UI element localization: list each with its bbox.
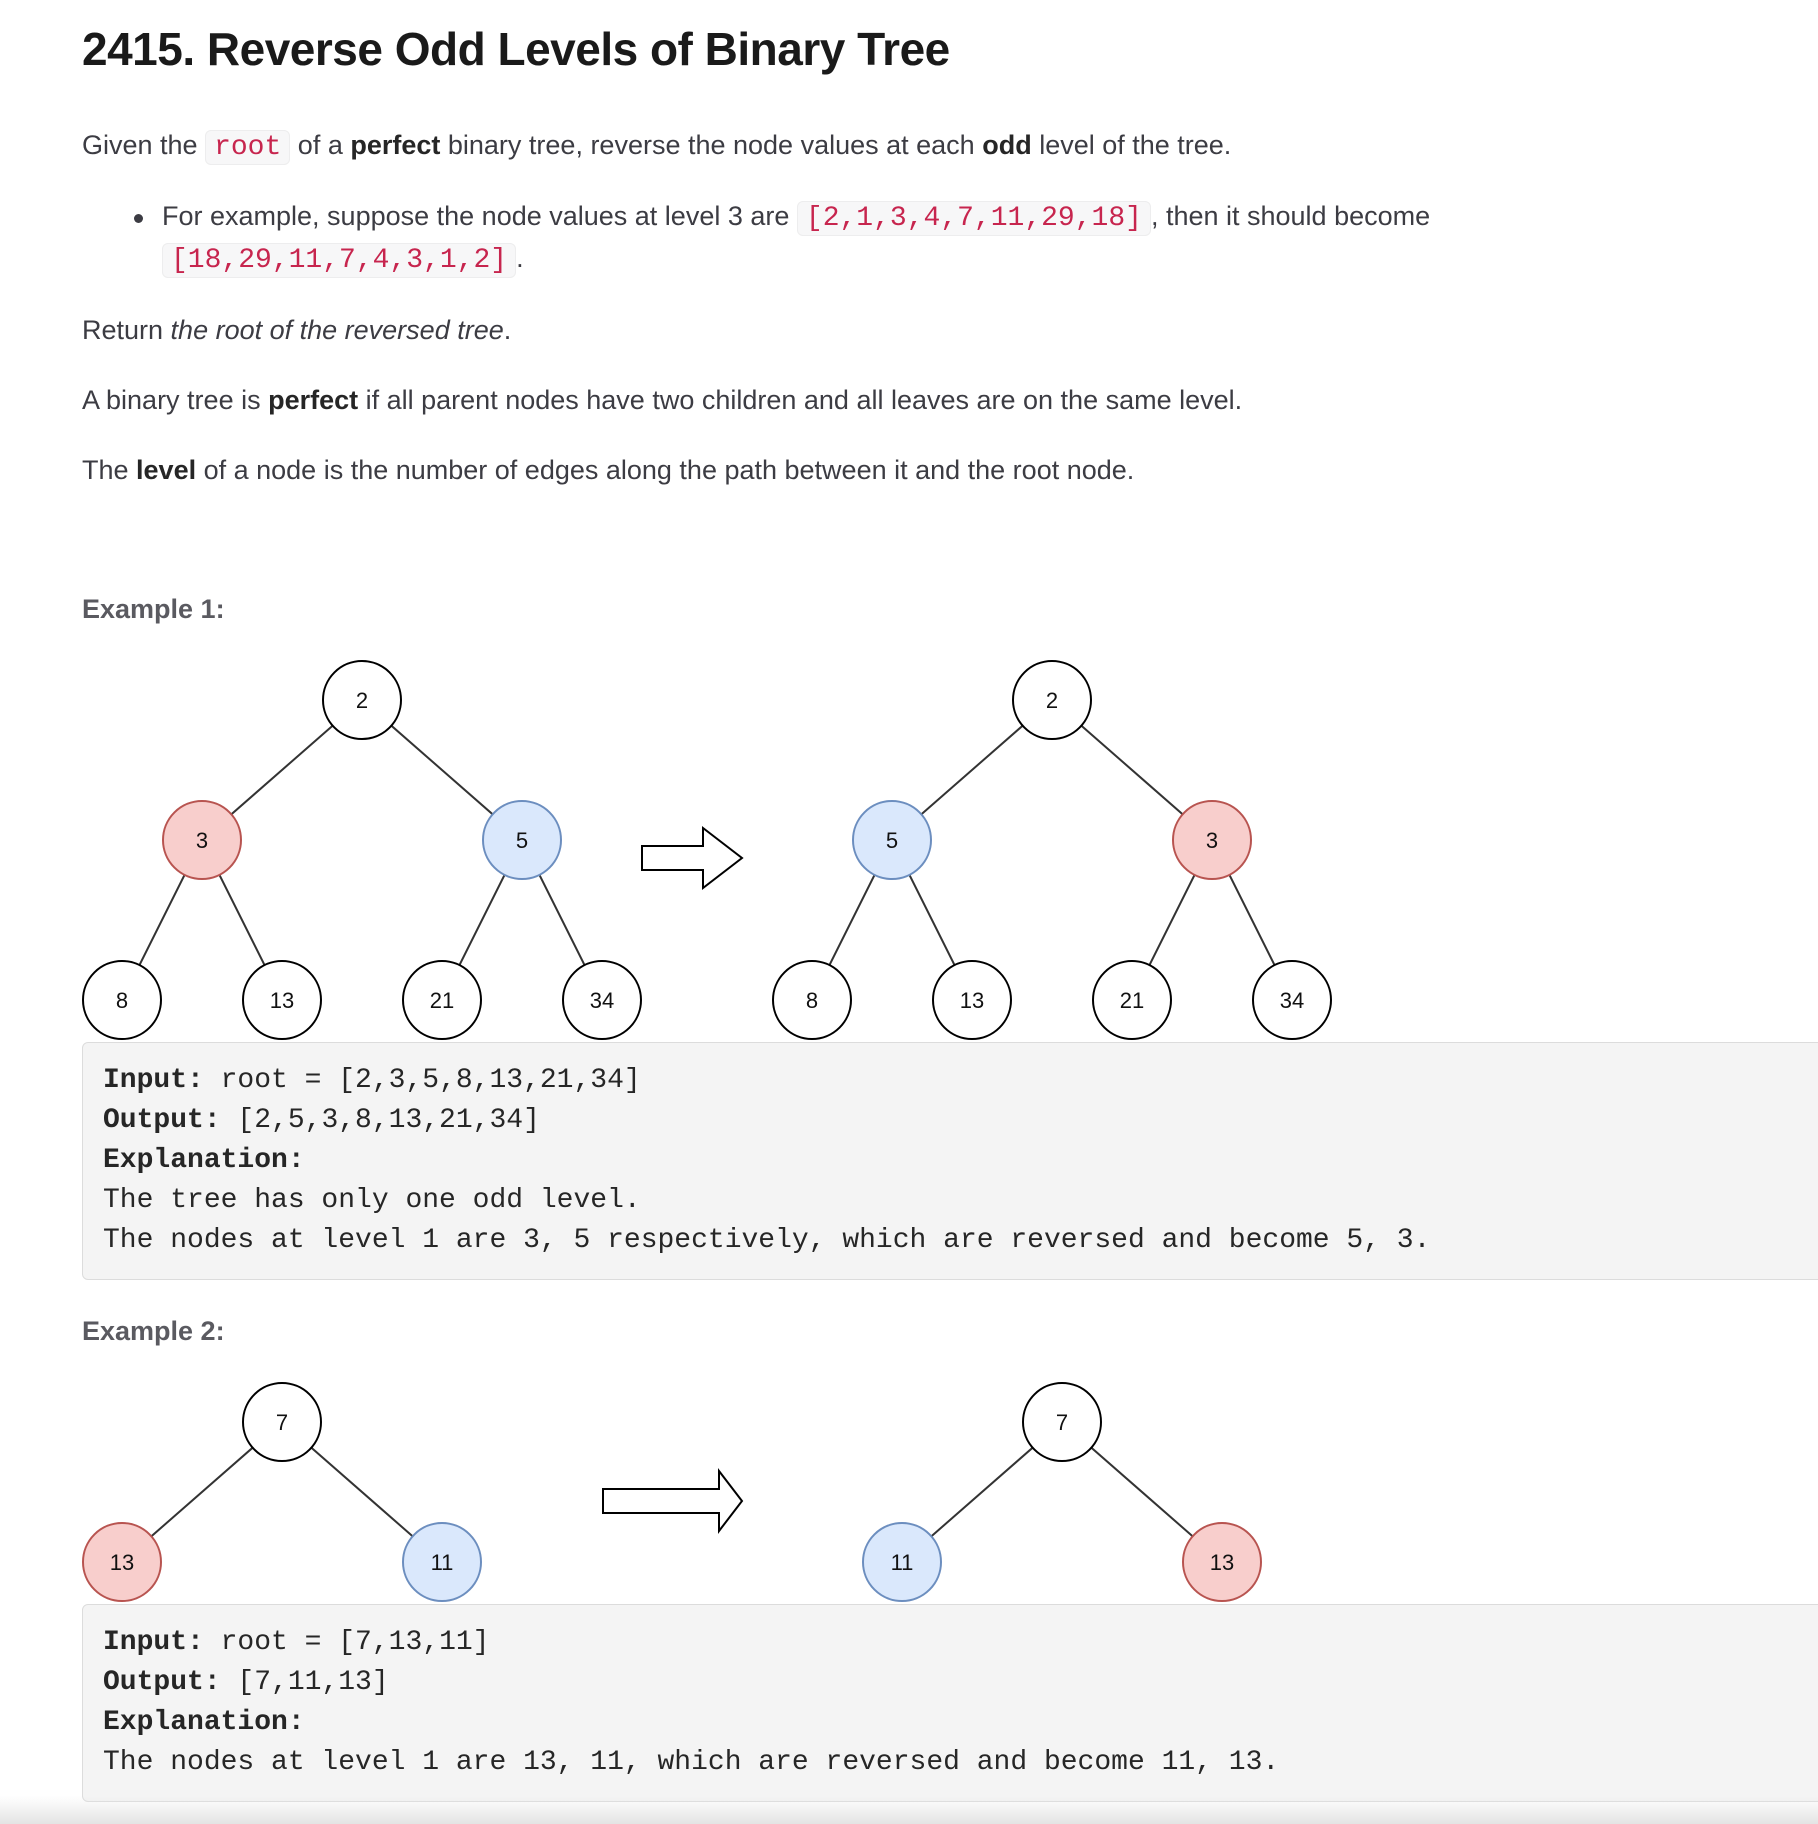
- tree-node: [243, 961, 321, 1039]
- bottom-scroll-fade: [0, 1796, 1818, 1824]
- svg-text:2: 2: [355, 688, 369, 713]
- perfect-definition: A binary tree is perfect if all parent nodes have two children and all leaves are on the same level.: [82, 385, 1243, 415]
- svg-text:5: 5: [515, 828, 529, 853]
- code-reversed-values: [18,29,11,7,4,3,1,2]: [162, 243, 516, 278]
- bullet-dot: [134, 214, 143, 223]
- svg-text:3: 3: [1205, 828, 1219, 853]
- svg-text:11: 11: [890, 1550, 914, 1575]
- tree-node: [83, 961, 161, 1039]
- tree-node: [933, 961, 1011, 1039]
- tree-node: [403, 961, 481, 1039]
- tree-node: [563, 961, 641, 1039]
- svg-text:5: 5: [885, 828, 899, 853]
- tree-node: [773, 961, 851, 1039]
- problem-intro: Given the root of a perfect binary tree, reverse the node values at each odd level of the tree.: [82, 130, 1232, 163]
- svg-text:34: 34: [1279, 988, 1305, 1013]
- example-2-tree-diagram: [0, 1375, 1400, 1615]
- tree-node-blue: [403, 1523, 481, 1601]
- svg-text:13: 13: [959, 988, 985, 1013]
- tree-node-blue: [863, 1523, 941, 1601]
- level-definition: The level of a node is the number of edges along the path between it and the root node.: [82, 455, 1135, 485]
- bullet-example-line1: For example, suppose the node values at level 3 are [2,1,3,4,7,11,29,18] , then it should become: [162, 201, 1431, 234]
- tree-node-red: [163, 801, 241, 879]
- svg-text:3: 3: [195, 828, 209, 853]
- svg-text:8: 8: [805, 988, 819, 1013]
- example-1-code-block: Input: root = [2,3,5,8,13,21,34] Output: [2,5,3,8,13,21,34] Explanation: The tree has only one odd level. The nodes at level 1 are 3, 5 respectively, which are reversed and become 5, 3.: [82, 1042, 1818, 1280]
- tree-node: [1023, 1383, 1101, 1461]
- tree-node: [1093, 961, 1171, 1039]
- svg-text:13: 13: [109, 1550, 135, 1575]
- return-statement: Return the root of the reversed tree.: [82, 315, 512, 345]
- bullet-example-line2: [18,29,11,7,4,3,1,2] .: [162, 238, 524, 281]
- page-title: 2415. Reverse Odd Levels of Binary Tree: [82, 23, 950, 75]
- svg-text:21: 21: [1119, 988, 1145, 1013]
- svg-text:13: 13: [269, 988, 295, 1013]
- svg-text:21: 21: [429, 988, 455, 1013]
- arrow-right-icon: [642, 828, 742, 888]
- svg-text:7: 7: [1055, 1410, 1069, 1435]
- svg-text:2: 2: [1045, 688, 1059, 713]
- tree-node: [1253, 961, 1331, 1039]
- tree-node-red: [1173, 801, 1251, 879]
- svg-text:34: 34: [589, 988, 615, 1013]
- example-1-title: Example 1:: [82, 594, 225, 624]
- tree-node-blue: [853, 801, 931, 879]
- tree-node: [243, 1383, 321, 1461]
- arrow-right-icon: [603, 1471, 742, 1531]
- example-1-tree-diagram: [0, 640, 1400, 1045]
- tree-node: [323, 661, 401, 739]
- svg-text:13: 13: [1209, 1550, 1235, 1575]
- code-level3-values: [2,1,3,4,7,11,29,18]: [797, 201, 1151, 236]
- tree-node-red: [83, 1523, 161, 1601]
- code-root: root: [205, 130, 290, 165]
- svg-text:11: 11: [430, 1550, 454, 1575]
- tree-node: [1013, 661, 1091, 739]
- tree-node-red: [1183, 1523, 1261, 1601]
- example-2-code-block: Input: root = [7,13,11] Output: [7,11,13] Explanation: The nodes at level 1 are 13, 11, which are reversed and become 11, 13.: [82, 1604, 1818, 1802]
- svg-text:8: 8: [115, 988, 129, 1013]
- svg-text:7: 7: [275, 1410, 289, 1435]
- example-2-title: Example 2:: [82, 1316, 225, 1346]
- tree-node-blue: [483, 801, 561, 879]
